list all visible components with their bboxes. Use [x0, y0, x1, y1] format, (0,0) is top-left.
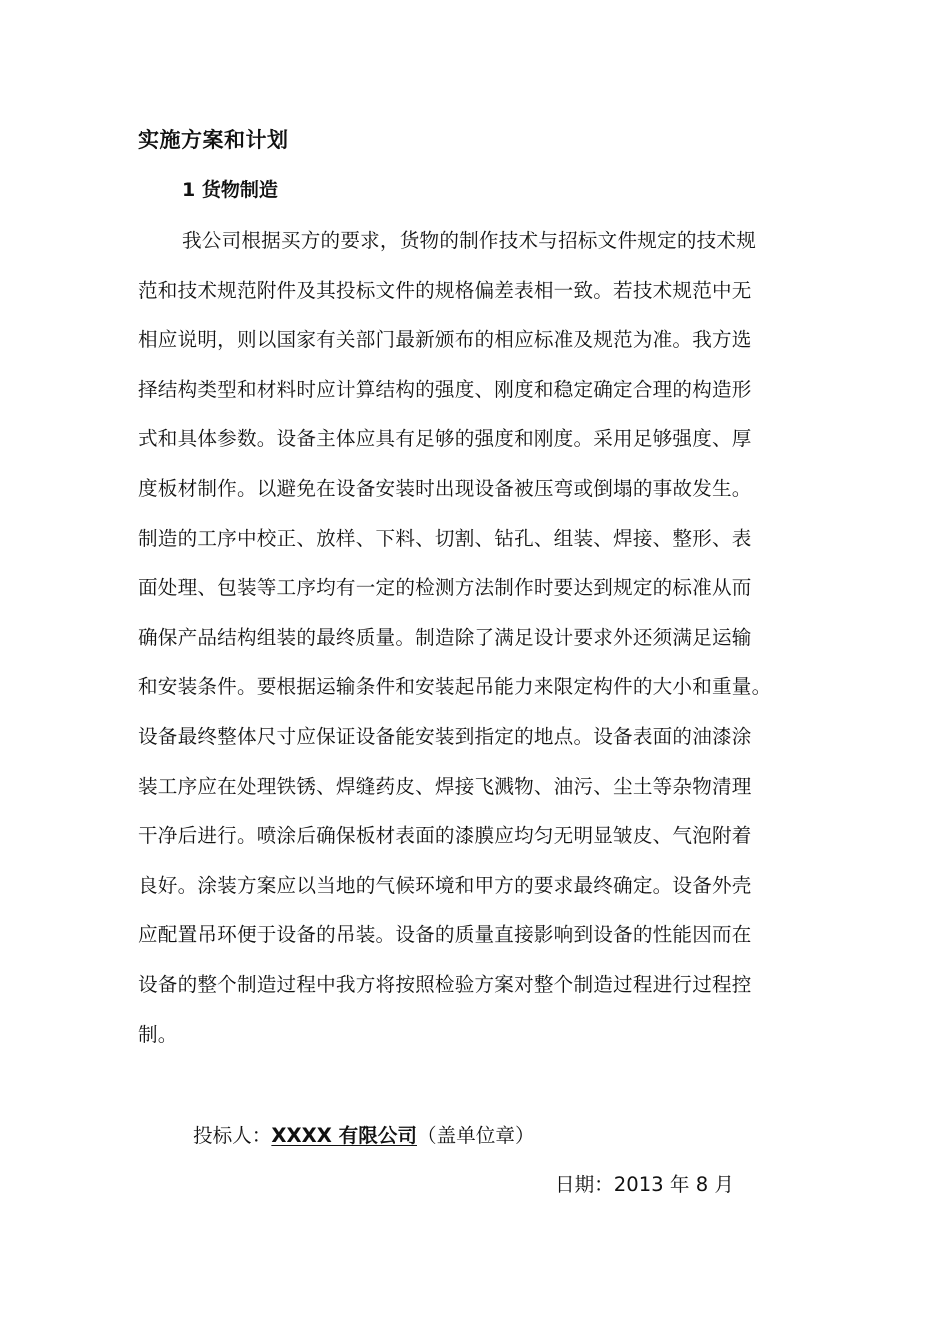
body-line: 应配置吊环便于设备的吊装。设备的质量直接影响到设备的性能因而在: [138, 923, 752, 947]
body-line: 良好。涂装方案应以当地的气候环境和甲方的要求最终确定。设备外壳: [138, 873, 752, 897]
body-line: 确保产品结构组装的最终质量。制造除了满足设计要求外还须满足运输: [138, 625, 752, 649]
company-name: XXXX 有限公司: [271, 1124, 417, 1147]
body-line: 干净后进行。喷涂后确保板材表面的漆膜应均匀无明显皱皮、气泡附着: [138, 824, 752, 848]
section-heading: 实施方案和计划: [138, 128, 289, 152]
body-line: 制。: [138, 1022, 178, 1046]
subsection-heading: 1 货物制造: [182, 179, 278, 201]
body-line: 式和具体参数。设备主体应具有足够的强度和刚度。采用足够强度、厚: [138, 427, 752, 451]
body-line: 度板材制作。以避免在设备安装时出现设备被压弯或倒塌的事故发生。: [138, 476, 752, 500]
body-line: 和安装条件。要根据运输条件和安装起吊能力来限定构件的大小和重量。: [138, 675, 772, 699]
signature-line: [193, 1120, 535, 1152]
body-line: 我公司根据买方的要求，货物的制作技术与招标文件规定的技术规: [182, 229, 757, 252]
body-line: 面处理、包装等工序均有一定的检测方法制作时要达到规定的标准从而: [138, 576, 752, 600]
seal-note: （盖单位章）: [417, 1124, 535, 1147]
body-line: 装工序应在处理铁锈、焊缝药皮、焊接飞溅物、油污、尘土等杂物清理: [138, 774, 752, 798]
body-line: 制造的工序中校正、放样、下料、切割、钻孔、组装、焊接、整形、表: [138, 526, 752, 550]
body-line: 择结构类型和材料时应计算结构的强度、刚度和稳定确定合理的构造形: [138, 377, 752, 401]
body-paragraph: [138, 226, 838, 1069]
body-line: 设备的整个制造过程中我方将按照检验方案对整个制造过程进行过程控: [138, 972, 752, 996]
body-line: 设备最终整体尺寸应保证设备能安装到指定的地点。设备表面的油漆涂: [138, 724, 752, 748]
date-line: 日期：2013 年 8 月: [555, 1173, 734, 1196]
signature-label: 投标人：: [193, 1124, 272, 1147]
body-line: 范和技术规范附件及其投标文件的规格偏差表相一致。若技术规范中无: [138, 278, 752, 302]
body-line: 相应说明，则以国家有关部门最新颁布的相应标准及规范为准。我方选: [138, 328, 752, 352]
